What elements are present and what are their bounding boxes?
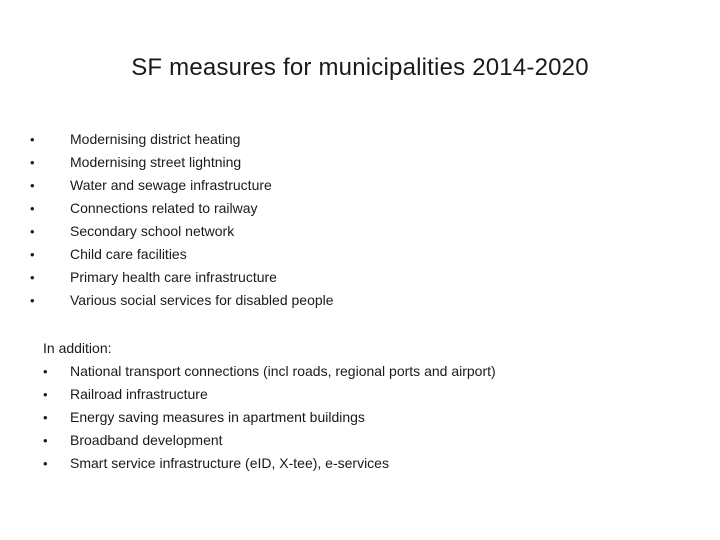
list-item-text: Energy saving measures in apartment buildings xyxy=(70,409,365,425)
bullet-icon: • xyxy=(30,293,35,308)
list-item xyxy=(28,197,334,220)
list-item xyxy=(43,429,496,452)
list-item-text: Smart service infrastructure (eID, X-tee), e-services xyxy=(70,455,389,471)
addition-list xyxy=(43,360,496,475)
list-item xyxy=(43,452,496,475)
bullet-icon: • xyxy=(43,364,48,379)
bullet-icon: • xyxy=(43,456,48,471)
bullet-icon: • xyxy=(30,132,35,147)
list-item-text: Modernising street lightning xyxy=(70,154,242,170)
bullet-icon: • xyxy=(43,433,48,448)
list-item-text: Primary health care infrastructure xyxy=(70,269,277,285)
list-item-text: Water and sewage infrastructure xyxy=(70,177,272,193)
list-item xyxy=(43,360,496,383)
bullet-icon: • xyxy=(30,201,35,216)
bullet-icon: • xyxy=(30,178,35,193)
list-item xyxy=(28,266,334,289)
list-item xyxy=(28,128,334,151)
list-item-text: Secondary school network xyxy=(70,223,235,239)
list-item xyxy=(28,220,334,243)
list-item xyxy=(28,151,334,174)
measures-list xyxy=(28,128,334,312)
list-item-text: National transport connections (incl roads, regional ports and airport) xyxy=(70,363,496,379)
bullet-icon: • xyxy=(43,410,48,425)
bullet-icon: • xyxy=(30,155,35,170)
bullet-icon: • xyxy=(30,247,35,262)
list-item-text: Broadband development xyxy=(70,432,223,448)
addition-label: In addition: xyxy=(43,340,112,356)
list-item xyxy=(43,383,496,406)
list-item xyxy=(28,289,334,312)
slide-title: SF measures for municipalities 2014-2020 xyxy=(131,54,589,81)
list-item-text: Child care facilities xyxy=(70,246,187,262)
list-item-text: Railroad infrastructure xyxy=(70,386,208,402)
list-item xyxy=(28,243,334,266)
list-item-text: Modernising district heating xyxy=(70,131,241,147)
list-item-text: Various social services for disabled people xyxy=(70,292,334,308)
list-item xyxy=(43,406,496,429)
list-item-text: Connections related to railway xyxy=(70,200,258,216)
bullet-icon: • xyxy=(30,270,35,285)
list-item xyxy=(28,174,334,197)
bullet-icon: • xyxy=(30,224,35,239)
bullet-icon: • xyxy=(43,387,48,402)
